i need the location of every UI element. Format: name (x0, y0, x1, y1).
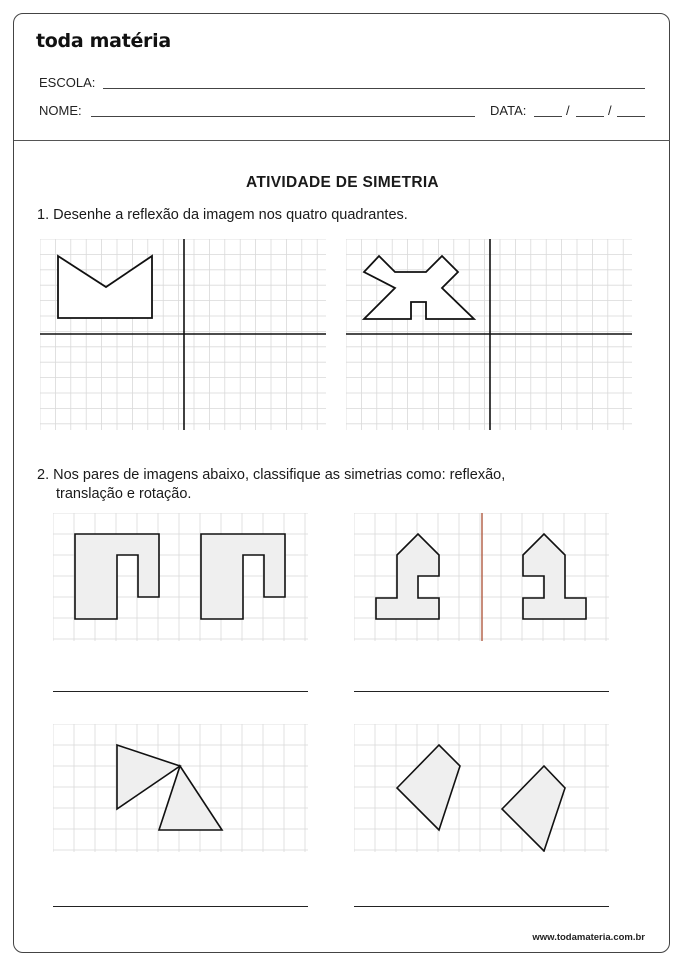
grid-2a (53, 513, 308, 641)
grid-2c (53, 724, 308, 852)
answer-line-2c[interactable] (53, 906, 308, 907)
grid-1-right (346, 239, 632, 430)
brand-logo: toda matéria (36, 30, 171, 52)
school-label: ESCOLA: (39, 75, 96, 90)
answer-line-2a[interactable] (53, 691, 308, 692)
grid-1-left (40, 239, 326, 430)
question-2-line-1: 2. Nos pares de imagens abaixo, classifique as simetrias como: reflexão, (37, 467, 506, 483)
n-shape-right (201, 534, 285, 619)
date-separator: / (566, 103, 570, 118)
name-field[interactable] (91, 116, 475, 117)
grid-lines (354, 724, 609, 852)
date-day-field[interactable] (534, 116, 562, 117)
question-2-line-2: translação e rotação. (56, 486, 192, 502)
n-shape-left (75, 534, 159, 619)
question-2-text (37, 466, 505, 504)
footer-url: www.todamateria.com.br (532, 932, 645, 943)
answer-line-2b[interactable] (354, 691, 609, 692)
m-shape (58, 256, 152, 318)
date-separator: / (608, 103, 612, 118)
question-1-text: 1. Desenhe a reflexão da imagem nos quatro quadrantes. (37, 207, 408, 223)
date-year-field[interactable] (617, 116, 645, 117)
tower-shape-right (523, 534, 586, 619)
date-label: DATA: (490, 103, 527, 118)
x-shape (364, 256, 474, 319)
grid-2b (354, 513, 609, 641)
date-month-field[interactable] (576, 116, 604, 117)
quad-left (397, 745, 460, 830)
page-title: ATIVIDADE DE SIMETRIA (246, 174, 439, 191)
quad-right (502, 766, 565, 851)
school-field[interactable] (103, 88, 645, 89)
triangle-right (159, 766, 222, 830)
header-divider (14, 140, 670, 141)
answer-line-2d[interactable] (354, 906, 609, 907)
name-label: NOME: (39, 103, 82, 118)
grid-2d (354, 724, 609, 852)
tower-shape-left (376, 534, 439, 619)
